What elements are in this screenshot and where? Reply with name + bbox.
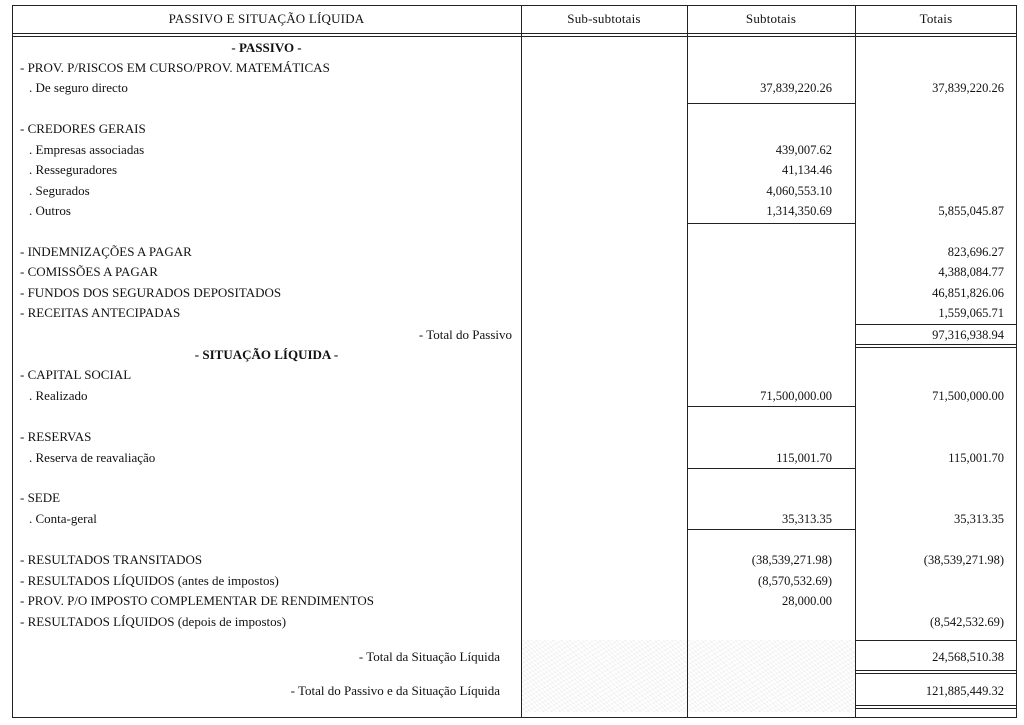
row-label: - INDEMNIZAÇÕES A PAGAR [20,244,192,259]
table-row [0,58,1024,78]
section-heading: - SITUAÇÃO LÍQUIDA - [194,347,339,362]
subtotal-rule [688,103,855,104]
subtotal-rule [688,406,855,407]
subtotal-value: (8,570,532.69) [758,574,832,588]
row-label: - Total da Situação Líquida [358,649,500,664]
row-label: - RESERVAS [20,429,92,444]
subtotal-value: 35,313.35 [782,512,832,526]
row-label: . Empresas associadas [29,142,145,157]
total-value: 121,885,449.32 [925,684,1004,698]
total-value: 71,500,000.00 [932,389,1004,403]
total-value: 35,313.35 [954,512,1004,526]
row-label: . Outros [29,203,71,218]
header-sub-subtotais: Sub-subtotais [567,11,641,26]
total-value: 823,696.27 [947,245,1004,259]
subtotal-value: 28,000.00 [782,594,832,608]
total-value: (38,539,271.98) [923,553,1004,567]
table-row [0,140,1024,160]
subtotal-value: 1,314,350.69 [766,204,832,218]
row-label: . De seguro directo [29,80,128,95]
row-label: . Segurados [29,183,90,198]
total-value: 115,001.70 [948,451,1004,465]
table-row [0,550,1024,570]
table-row [0,283,1024,303]
subtotal-value: 41,134.46 [782,163,832,177]
row-label: - Total do Passivo e da Situação Líquida [290,683,500,698]
table-row [0,488,1024,508]
row-label: . Resseguradores [29,162,118,177]
table-row [0,571,1024,591]
subtotal-value: (38,539,271.98) [751,553,832,567]
row-label: . Realizado [29,388,88,403]
subtotal-rule [688,529,855,530]
table-row [0,242,1024,262]
passivo-heading-row [0,38,1024,58]
row-label: - CREDORES GERAIS [20,121,146,136]
row-label: - RECEITAS ANTECIPADAS [20,305,181,320]
total-value: (8,542,532.69) [930,615,1004,629]
row-label: - SEDE [20,490,61,505]
row-label: - PROV. P/RISCOS EM CURSO/PROV. MATEMÁTICAS [20,60,330,75]
total-situacao-row [0,647,1024,667]
subtotal-value: 37,839,220.26 [760,81,832,95]
total-value: 1,559,065.71 [938,306,1004,320]
table-row [0,509,1024,529]
table-row [0,160,1024,180]
header-totais: Totais [919,11,953,26]
section-heading: - PASSIVO - [231,40,302,55]
subtotal-value: 115,001.70 [776,451,832,465]
row-label: . Reserva de reavaliação [29,450,156,465]
table-row [0,119,1024,139]
total-value: 4,388,084.77 [938,265,1004,279]
table-row [0,427,1024,447]
row-label: . Conta-geral [29,511,97,526]
total-value: 5,855,045.87 [938,204,1004,218]
total-geral-row [0,681,1024,701]
table-row [0,365,1024,385]
table-row [0,303,1024,323]
total-value: 46,851,826.06 [932,286,1004,300]
table-row [0,612,1024,632]
header-underline [12,33,1017,34]
total-double-rule [856,673,1016,674]
row-label: - RESULTADOS LÍQUIDOS (depois de impostos) [20,614,287,629]
total-passivo-row [0,325,1024,345]
row-label: - RESULTADOS LÍQUIDOS (antes de impostos) [20,573,279,588]
subtotal-value: 439,007.62 [775,143,832,157]
table-row [0,78,1024,98]
row-label: - FUNDOS DOS SEGURADOS DEPOSITADOS [20,285,282,300]
total-value: 97,316,938.94 [932,328,1004,342]
total-double-rule [856,705,1016,706]
row-label: - Total do Passivo [418,327,512,342]
row-label: - CAPITAL SOCIAL [20,367,132,382]
subtotal-rule [688,468,855,469]
header-underline [12,36,1017,37]
total-double-rule [856,670,1016,671]
total-double-rule [856,708,1016,709]
table-row [0,448,1024,468]
row-label: - RESULTADOS TRANSITADOS [20,552,203,567]
total-value: 24,568,510.38 [932,650,1004,664]
total-value: 37,839,220.26 [932,81,1004,95]
row-label: - COMISSÕES A PAGAR [20,264,158,279]
total-rule [856,640,1016,641]
header-subtotais: Subtotais [745,11,797,26]
table-row [0,386,1024,406]
subtotal-value: 71,500,000.00 [760,389,832,403]
table-row [0,181,1024,201]
table-row [0,262,1024,282]
table-row [0,201,1024,221]
subtotal-value: 4,060,553.10 [766,184,832,198]
situacao-heading-row [0,345,1024,365]
subtotal-rule [688,223,855,224]
table-row [0,591,1024,611]
header-passivo: PASSIVO E SITUAÇÃO LÍQUIDA [168,11,365,26]
row-label: - PROV. P/O IMPOSTO COMPLEMENTAR DE RENDIMENTOS [20,593,374,608]
